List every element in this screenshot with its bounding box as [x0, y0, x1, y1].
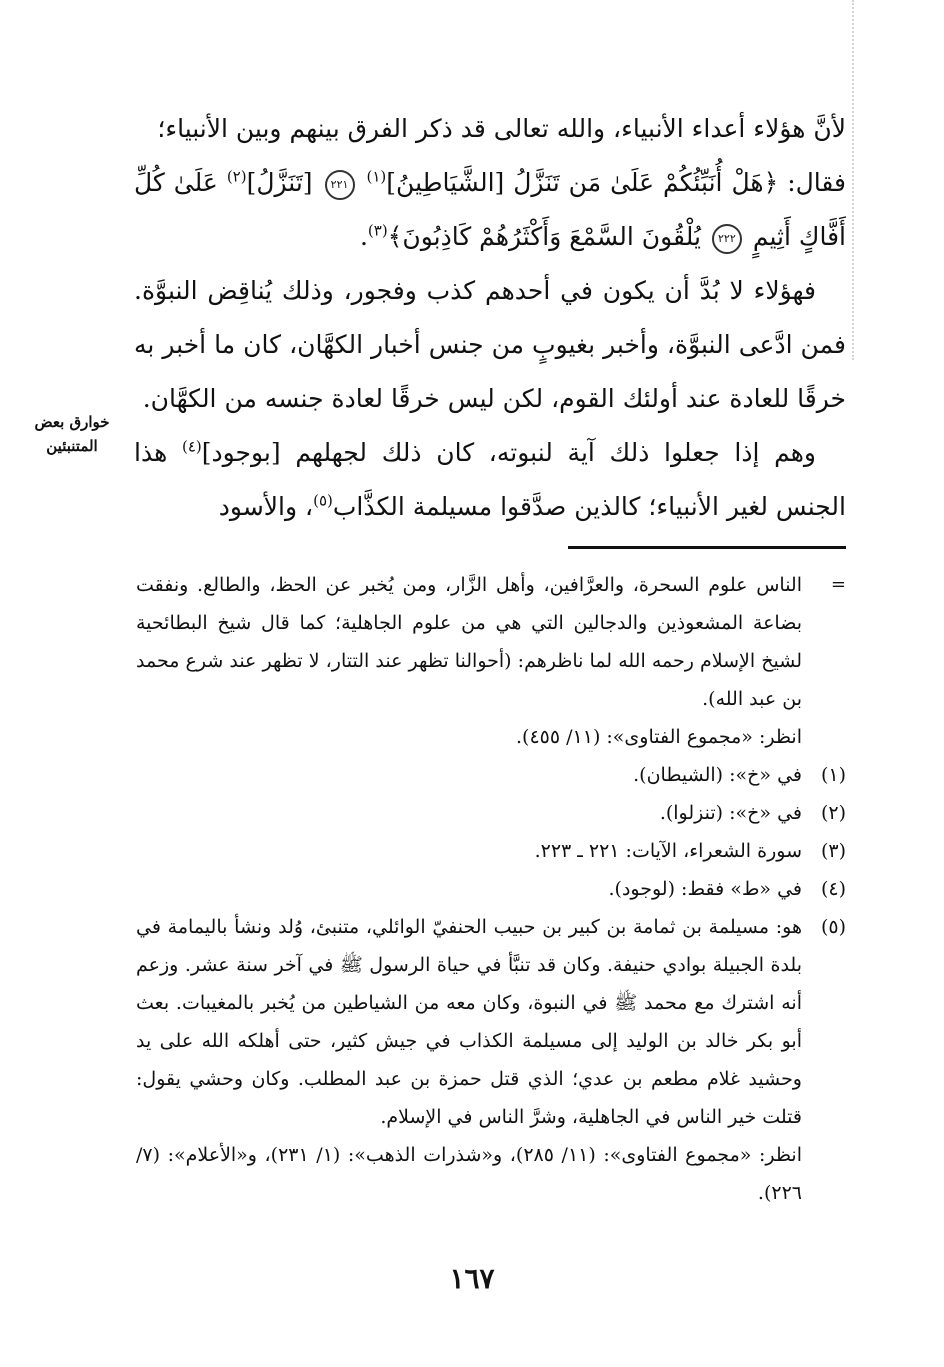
footnote-number: (٢)	[820, 802, 846, 824]
ayah-number-mark: ٢٢١	[325, 170, 355, 200]
main-line-1-text: لأنَّ هؤلاء أعداء الأنبياء، والله تعالى قد ذكر الفرق بينهم وبين الأنبياء؛	[157, 114, 846, 143]
footnote-ref-4[interactable]: (٤)	[181, 437, 202, 456]
margin-heading-line-1: خوارق بعض	[34, 413, 110, 431]
verse-end-period: .	[359, 222, 368, 251]
footnote-text: في «خ»: (تنزلوا).	[659, 802, 802, 824]
quran-verse	[134, 156, 846, 264]
footnote-text: في «خ»: (الشيطان).	[633, 764, 802, 786]
verse-part-a: فقال: ﴿هَلْ أُنَبِّئُكُمْ عَلَىٰ مَن تَنَزَّلُ [الشَّيَاطِينُ]	[386, 168, 846, 197]
main-line-1	[134, 102, 846, 156]
paragraph-3-part-b: هذا الجنس لغير الأنبياء؛ كالذين صدَّقوا مسيلمة الكذَّاب	[134, 438, 846, 521]
verse-part-d: يُلْقُونَ السَّمْعَ وَأَكْثَرُهُمْ كَاذِبُونَ﴾	[387, 222, 701, 251]
paragraph-3	[134, 426, 846, 534]
footnote-item	[136, 756, 846, 794]
footnote-number: (٣)	[820, 840, 846, 862]
footnotes	[136, 566, 846, 1212]
continuation-reference: انظر: «مجموع الفتاوى»: (١١/ ٤٥٥).	[516, 726, 802, 748]
footnote-number: (٤)	[820, 878, 846, 900]
footnote-number: (١)	[820, 764, 846, 786]
verse-part-c: عَلَىٰ كُلِّ أَفَّاكٍ أَثِيمٍ	[134, 168, 846, 251]
continuation-mark: =	[830, 574, 846, 595]
footnote-separator	[568, 546, 846, 549]
footnote-item	[136, 794, 846, 832]
footnote-text: في «ط» فقط: (لوجود).	[608, 878, 802, 900]
footnote-5-body: هو: مسيلمة بن ثمامة بن كبير بن حبيب الحنفيّ الوائلي، متنبئ، وُلد ونشأ باليمامة في بلدة الجبيلة بوادي حنيفة. وكان قد تنبَّأ في حياة الرسول ﷺ في آخر سنة عشر. وزعم أنه اشترك مع محمد ﷺ في النبوة، وكان معه من الشياطين من يُخبر بالمغيبات. بعث أبو بكر خالد بن الوليد إلى مسيلمة الكذاب في جيش كثير، حتى أهلكه الله على يد وحشيد غلام مطعم بن عدي؛ الذي قتل حمزة بن عبد المطلب. وكان وحشي يقول: قتلت خير الناس في الجاهلية، وشرَّ الناس في الإسلام.	[136, 916, 802, 1128]
footnote-ref-5[interactable]: (٥)	[313, 491, 333, 510]
paragraph-3-part-c: ، والأسود	[218, 492, 314, 521]
footnote-item	[136, 908, 846, 1212]
paragraph-3-part-a: وهم إذا جعلوا ذلك آية لنبوته، كان ذلك لجهلهم [بوجود]	[201, 438, 816, 467]
footnote-item	[136, 870, 846, 908]
footnote-number: (٥)	[820, 916, 846, 938]
paragraph-2	[134, 264, 846, 426]
page-number: ١٦٧	[449, 1262, 495, 1295]
scan-edge-dots	[852, 0, 864, 360]
verse-part-b: [تَنَزَّلُ]	[246, 168, 313, 197]
footnote-text	[136, 908, 802, 1212]
margin-heading-line-2: المتنبئين	[46, 437, 98, 455]
footnote-continuation	[136, 566, 846, 756]
ayah-number-mark: ٢٢٢	[712, 224, 742, 254]
main-text	[134, 102, 846, 534]
continuation-text: الناس علوم السحرة، والعرَّافين، وأهل الزَّار، ومن يُخبر عن الحظ، والطالع. ونفقت بضاعة المشعوذين والدجالين التي هي من علوم الجاهلية؛ كما قال شيخ البطائحية لشيخ الإسلام رحمه الله لما ناظرهم: (أحوالنا تظهر عند التتار، لا تظهر عند شرع محمد بن عبد الله).	[136, 574, 802, 710]
margin-heading	[22, 410, 122, 458]
footnote-item	[136, 832, 846, 870]
footnote-ref-3[interactable]: (٣)	[367, 221, 388, 240]
footnote-ref-1[interactable]: (١)	[366, 167, 387, 186]
footnote-5-reference: انظر: «مجموع الفتاوى»: (١١/ ٢٨٥)، و«شذرات الذهب»: (١/ ٢٣١)، و«الأعلام»: (٧/ ٢٢٦).	[136, 1144, 802, 1204]
footnote-ref-2[interactable]: (٢)	[226, 167, 247, 186]
footnote-text: سورة الشعراء، الآيات: ٢٢١ ـ ٢٢٣.	[534, 840, 802, 862]
paragraph-2-text: فهؤلاء لا بُدَّ أن يكون في أحدهم كذب وفجور، وذلك يُناقِض النبوَّة. فمن ادَّعى النبوَّة، وأخبر بغيوبٍ من جنس أخبار الكهَّان، كان ما أخبر به خرقًا للعادة عند أولئك القوم، لكن ليس خرقًا لعادة جنسه من الكهَّان.	[134, 276, 846, 413]
